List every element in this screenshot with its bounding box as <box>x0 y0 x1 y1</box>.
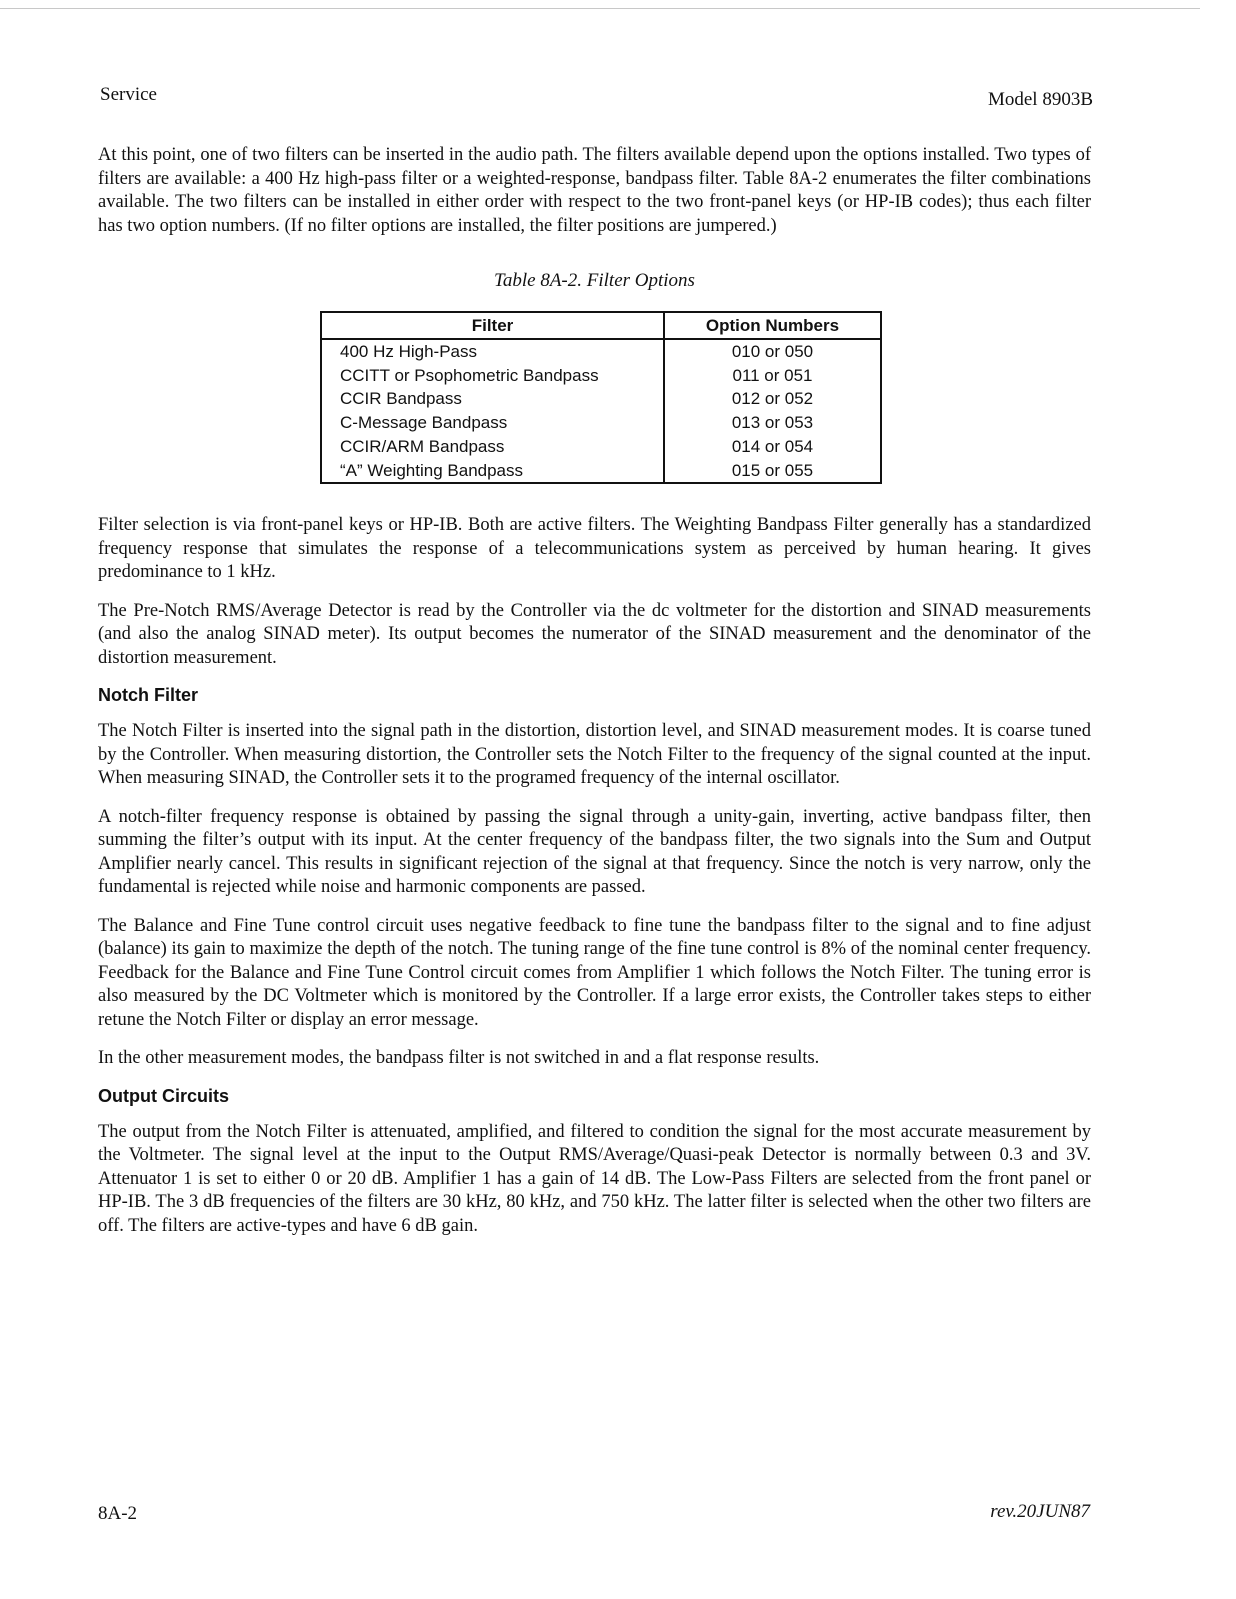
table-cell-options: 014 or 054 <box>731 436 814 456</box>
output-circuits-paragraph: The output from the Notch Filter is attenuated, amplified, and filtered to condition the signal for the most accurate measurement by the Voltmeter. The signal level at the input to the Output RMS/Average/Quasi-peak Detector is normally between 0.3 and 3V. Attenuator 1 is set to either 0 or 20 dB. Amplifier 1 has a gain of 14 dB. The Low-Pass Filters are selected from the front panel or HP-IB. The 3 dB frequencies of the filters are 30 kHz, 80 kHz, and 750 kHz. The latter filter is selected when the other two filters are off. The filters are active-types and have 6 dB gain. <box>98 1121 1091 1236</box>
table-row <box>321 435 881 459</box>
table-header-options: Option Numbers <box>664 312 881 339</box>
table-cell-filter: “A” Weighting Bandpass <box>321 459 664 484</box>
table-cell-filter: 400 Hz High-Pass <box>321 339 664 364</box>
table-cell-options: 010 or 050 <box>731 342 814 361</box>
page-number: 8A-2 <box>98 1503 138 1524</box>
table-caption: Table 8A-2. Filter Options <box>494 270 695 291</box>
notch-filter-paragraph: The Notch Filter is inserted into the signal path in the distortion, distortion level, and SINAD measurement modes. It is coarse tuned by the Controller. When measuring distortion, the Controller sets the Notch Filter to the frequency of the signal counted at the input. When measuring SINAD, the Controller sets it to the programed frequency of the internal oscillator. <box>98 721 1091 789</box>
table-row <box>321 411 881 435</box>
table-cell-filter: CCITT or Psophometric Bandpass <box>321 364 664 388</box>
notch-response-paragraph: A notch-filter frequency response is obtained by passing the signal through a unity-gain, inverting, active bandpass filter, then summing the filter’s output with its input. At the center frequency of the bandpass filter, the two signals into the Sum and Output Amplifier nearly cancel. This results in significant rejection of the signal at that frequency. Since the notch is very narrow, only the fundamental is rejected while noise and harmonic components are passed. <box>98 806 1091 898</box>
notch-filter-heading: Notch Filter <box>98 685 199 706</box>
table-cell-options: 012 or 052 <box>731 389 814 409</box>
table-row <box>321 364 881 388</box>
table-row <box>321 339 881 364</box>
filter-selection-paragraph: Filter selection is via front-panel keys or HP-IB. Both are active filters. The Weighting Bandpass Filter generally has a standardized frequency response that simulates the response of a telecommunications system as perceived by human hearing. It gives predominance to 1 kHz. <box>98 515 1091 583</box>
other-modes-paragraph: In the other measurement modes, the bandpass filter is not switched in and a flat response results. <box>98 1048 820 1069</box>
page-body <box>98 144 1091 1253</box>
header-model-label: Model 8903B <box>987 89 1093 110</box>
table-row <box>321 387 881 411</box>
table-cell-filter: CCIR Bandpass <box>321 387 664 411</box>
table-header-filter: Filter <box>321 312 664 339</box>
balance-fine-tune-paragraph: The Balance and Fine Tune control circuit uses negative feedback to fine tune the bandpass filter to the signal and to fine adjust (balance) its gain to maximize the depth of the notch. The tuning range of the fine tune control is 8% of the nominal center frequency. Feedback for the Balance and Fine Tune Control circuit comes from Amplifier 1 which follows the Notch Filter. The tuning error is also measured by the DC Voltmeter which is monitored by the Controller. If a large error exists, the Controller takes steps to either retune the Notch Filter or display an error message. <box>98 915 1091 1030</box>
top-rule <box>0 8 1200 9</box>
table-header-row <box>321 312 881 339</box>
filter-options-table <box>320 311 882 484</box>
revision-label: rev.20JUN87 <box>990 1501 1090 1522</box>
pre-notch-detector-paragraph: The Pre-Notch RMS/Average Detector is read by the Controller via the dc voltmeter for the distortion and SINAD measurements (and also the analog SINAD meter). Its output becomes the numerator of the SINAD measurement and the denominator of the distortion measurement. <box>98 600 1091 668</box>
table-cell-options: 011 or 051 <box>732 365 813 385</box>
table-cell-options: 013 or 053 <box>731 413 814 433</box>
table-row <box>321 459 881 484</box>
intro-paragraph: At this point, one of two filters can be inserted in the audio path. The filters available depend upon the options installed. Two types of filters are available: a 400 Hz high-pass filter or a weighted-response, bandpass filter. Table 8A-2 enumerates the filter combinations available. The two filters can be installed in either order with respect to the two front-panel keys (or HP-IB codes); thus each filter has two option numbers. (If no filter options are installed, the filter positions are jumpered.) <box>98 145 1091 236</box>
table-cell-options: 015 or 055 <box>731 460 814 480</box>
table-cell-filter: C-Message Bandpass <box>321 411 664 435</box>
output-circuits-heading: Output Circuits <box>98 1085 229 1106</box>
table-cell-filter: CCIR/ARM Bandpass <box>321 435 664 459</box>
header-section-label: Service <box>100 84 157 105</box>
